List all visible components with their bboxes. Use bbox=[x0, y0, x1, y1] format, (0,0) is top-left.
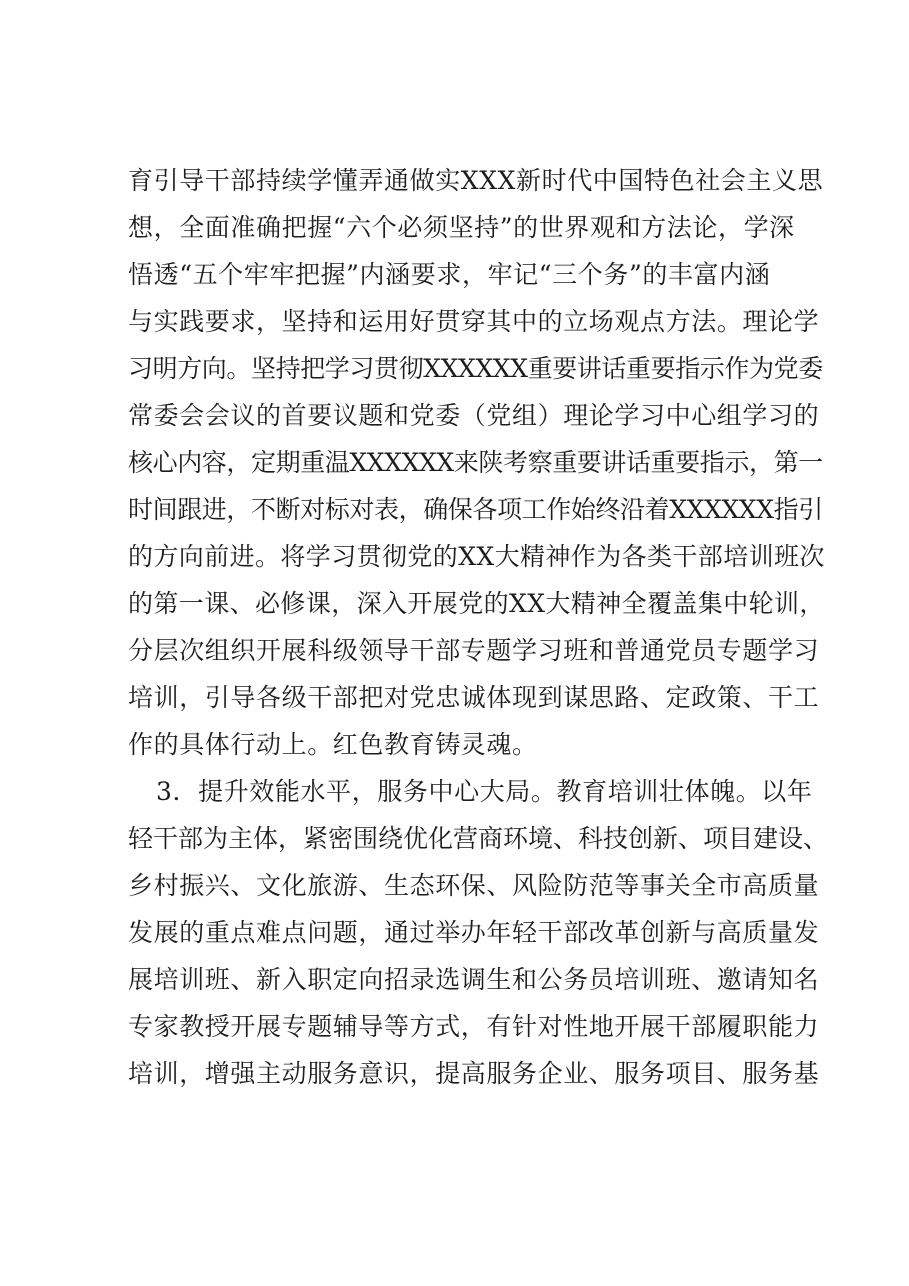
paragraph-line: 分层次组织开展科级领导干部专题学习班和普通党员专题学习 bbox=[128, 636, 820, 665]
paragraph-line: 与实践要求，坚持和运用好贯穿其中的立场观点方法。理论学 bbox=[128, 307, 820, 336]
paragraph-line: 常委会会议的首要议题和党委（党组）理论学习中心组学习的 bbox=[128, 401, 820, 430]
paragraph-line: 育引导干部持续学懂弄通做实XXX新时代中国特色社会主义思 bbox=[128, 166, 824, 195]
paragraph-line: 的第一课、必修课，深入开展党的XX大精神全覆盖集中轮训， bbox=[128, 589, 825, 618]
paragraph-line: 的方向前进。将学习贯彻党的XX大精神作为各类干部培训班次 bbox=[128, 542, 825, 571]
paragraph-line: 习明方向。坚持把学习贯彻XXXXXX重要讲话重要指示作为党委 bbox=[128, 354, 823, 383]
paragraph-line: 悟透“五个牢牢把握”内涵要求，牢记“三个务”的丰富内涵 bbox=[128, 260, 771, 289]
paragraph-line: 培训，增强主动服务意识，提高服务企业、服务项目、服务基 bbox=[128, 1059, 820, 1088]
paragraph-line: 3．提升效能水平，服务中心大局。教育培训壮体魄。以年 bbox=[156, 777, 813, 806]
paragraph-line: 作的具体行动上。红色教育铸灵魂。 bbox=[128, 730, 538, 759]
paragraph-line: 核心内容，定期重温XXXXXX来陕考察重要讲话重要指示，第一 bbox=[128, 448, 823, 477]
paragraph-line: 时间跟进，不断对标对表，确保各项工作始终沿着XXXXXX指引 bbox=[128, 495, 823, 524]
paragraph-line: 轻干部为主体，紧密围绕优化营商环境、科技创新、项目建设、 bbox=[128, 824, 829, 853]
paragraph-line: 专家教授开展专题辅导等方式，有针对性地开展干部履职能力 bbox=[128, 1012, 820, 1041]
paragraph-line: 培训，引导各级干部把对党忠诚体现到谋思路、定政策、干工 bbox=[128, 683, 820, 712]
paragraph-line: 想，全面准确把握“六个必须坚持”的世界观和方法论，学深 bbox=[128, 213, 795, 242]
paragraph-line: 发展的重点难点问题，通过举办年轻干部改革创新与高质量发 bbox=[128, 918, 820, 947]
paragraph-line: 乡村振兴、文化旅游、生态环保、风险防范等事关全市高质量 bbox=[128, 871, 820, 900]
paragraph-line: 展培训班、新入职定向招录选调生和公务员培训班、邀请知名 bbox=[128, 965, 820, 994]
